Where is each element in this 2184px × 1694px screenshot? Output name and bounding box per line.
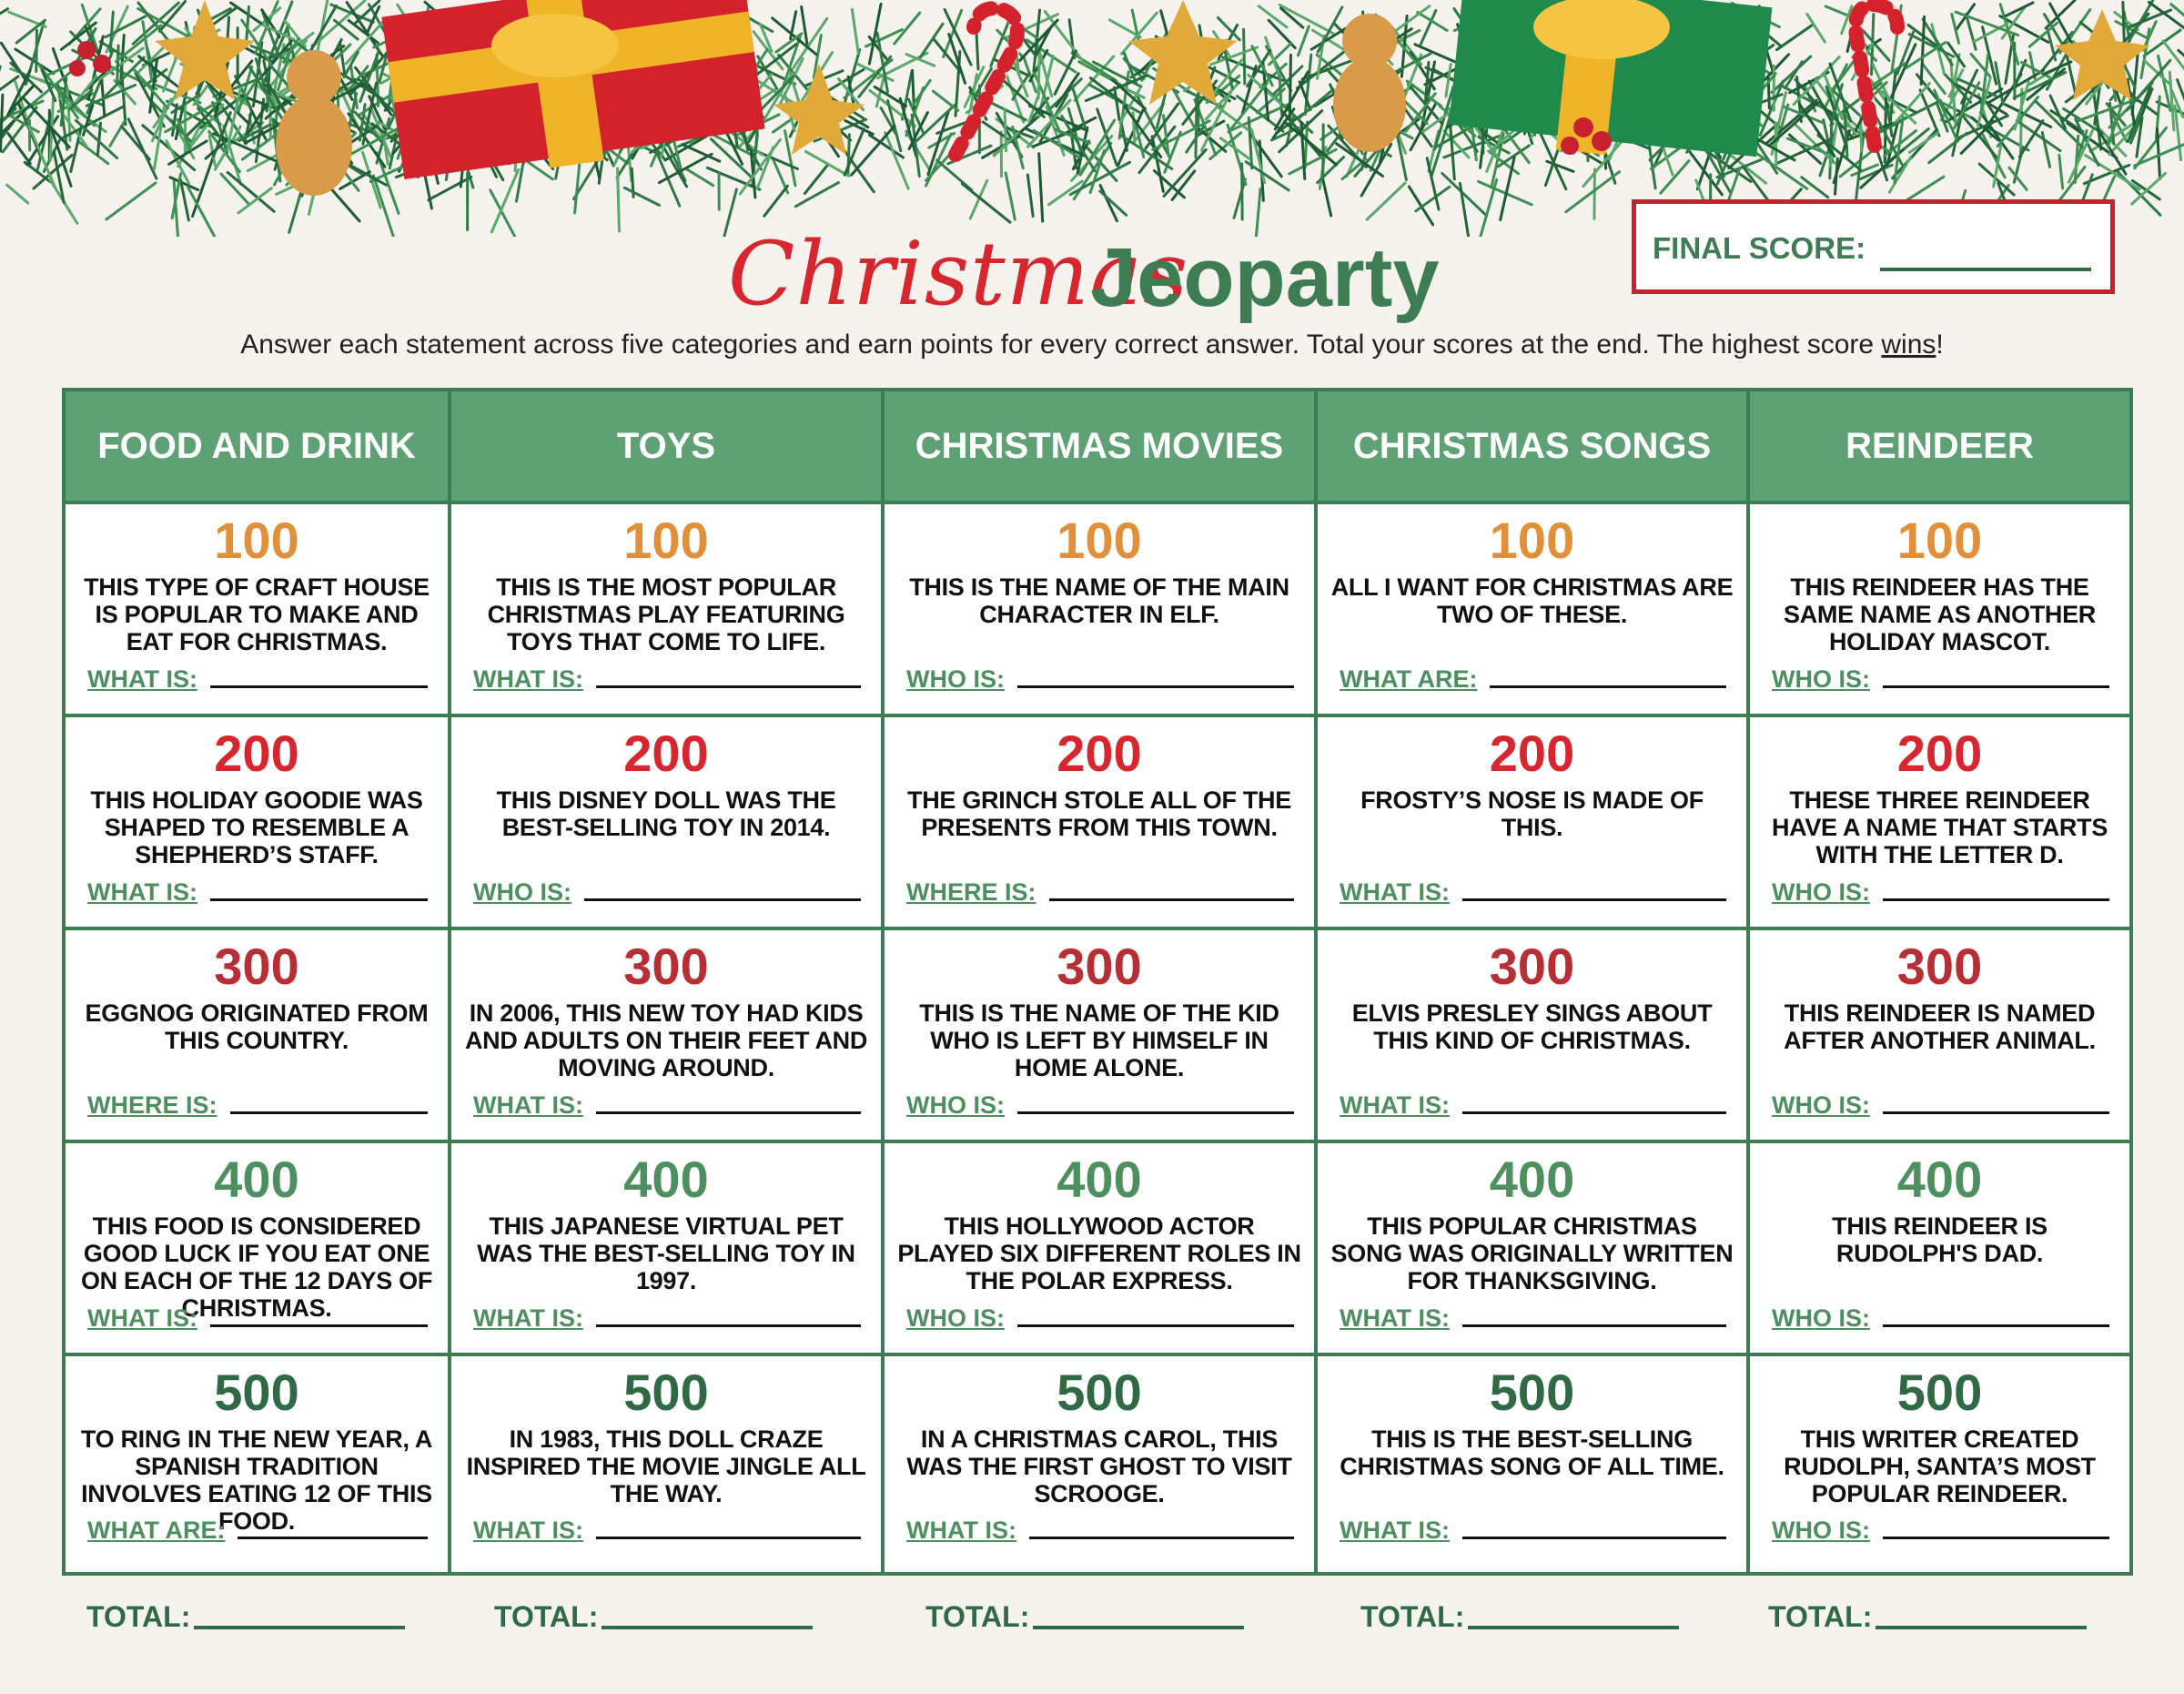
column-christmas-movies [881, 391, 1314, 1572]
answer-row [906, 665, 1294, 694]
question-cell [1318, 1356, 1746, 1565]
final-score-label: FINAL SCORE: [1653, 231, 1866, 265]
question-cell [1318, 1143, 1746, 1356]
answer-row [87, 1091, 428, 1120]
answer-row [906, 1091, 1294, 1120]
question-text: THESE THREE REINDEER HAVE A NAME THAT STARTS WITH THE LETTER D. [1771, 786, 2108, 868]
answer-blank[interactable] [584, 898, 861, 901]
jeopardy-board [62, 388, 2133, 1576]
total-christmas-songs [1360, 1600, 1679, 1634]
answer-blank[interactable] [210, 898, 428, 901]
answer-row [1772, 1304, 2109, 1333]
answer-blank[interactable] [1017, 1111, 1294, 1114]
answer-row [1340, 665, 1726, 694]
point-value: 400 [1896, 1151, 1983, 1208]
answer-prefix: WHO IS: [906, 665, 1005, 693]
answer-blank[interactable] [238, 1537, 428, 1539]
answer-blank[interactable] [1017, 1324, 1294, 1327]
answer-prefix: WHO IS: [906, 1304, 1005, 1332]
answer-prefix: WHAT IS: [87, 1304, 197, 1332]
answer-blank[interactable] [1029, 1537, 1294, 1539]
answer-blank[interactable] [596, 1111, 861, 1114]
question-text: THIS REINDEER IS RUDOLPH'S DAD. [1832, 1212, 2048, 1267]
question-text: THIS WRITER CREATED RUDOLPH, SANTA’S MOST POPULAR REINDEER. [1784, 1425, 2096, 1507]
answer-prefix: WHAT IS: [473, 1304, 583, 1332]
answer-blank[interactable] [1883, 898, 2109, 901]
total-toys [494, 1600, 813, 1634]
question-text: ALL I WANT FOR CHRISTMAS ARE TWO OF THESE. [1330, 573, 1734, 628]
question-text: THIS IS THE NAME OF THE MAIN CHARACTER IN ELF. [909, 573, 1289, 628]
question-cell [1750, 1143, 2129, 1356]
question-cell [66, 1356, 448, 1565]
question-cell [66, 930, 448, 1143]
answer-row [87, 1304, 428, 1333]
answer-row [87, 878, 428, 907]
answer-prefix: WHO IS: [1772, 1516, 1870, 1544]
total-christmas-movies [925, 1600, 1244, 1634]
answer-row [87, 665, 428, 694]
question-cell [1750, 930, 2129, 1143]
question-cell [885, 504, 1314, 717]
answer-prefix: WHAT IS: [1340, 1304, 1450, 1332]
answer-prefix: WHO IS: [906, 1091, 1005, 1119]
answer-prefix: WHO IS: [1772, 665, 1870, 693]
point-value: 500 [1057, 1364, 1142, 1421]
answer-row [473, 1091, 861, 1120]
question-cell [451, 717, 881, 930]
column-food-and-drink [66, 391, 448, 1572]
question-text: THIS REINDEER HAS THE SAME NAME AS ANOTHER HOLIDAY MASCOT. [1783, 573, 2096, 655]
category-header: CHRISTMAS SONGS [1318, 391, 1746, 504]
question-text: IN 2006, THIS NEW TOY HAD KIDS AND ADULTS ON THEIR FEET AND MOVING AROUND. [464, 999, 868, 1081]
category-header: TOYS [451, 391, 881, 504]
instructions-end: ! [1936, 330, 1944, 360]
instructions [0, 330, 2184, 360]
answer-row [473, 878, 861, 907]
total-food-and-drink [86, 1600, 405, 1634]
answer-row [1772, 1516, 2109, 1545]
answer-row [906, 1304, 1294, 1333]
answer-prefix: WHAT IS: [473, 1516, 583, 1544]
point-value: 300 [623, 938, 709, 995]
total-blank[interactable] [194, 1626, 405, 1629]
question-cell [451, 504, 881, 717]
total-blank[interactable] [1468, 1626, 1679, 1629]
answer-blank[interactable] [230, 1111, 428, 1114]
point-value: 400 [623, 1151, 709, 1208]
point-value: 500 [1489, 1364, 1575, 1421]
answer-prefix: WHAT ARE: [1340, 665, 1478, 693]
question-text: THIS IS THE MOST POPULAR CHRISTMAS PLAY FEATURING TOYS THAT COME TO LIFE. [487, 573, 845, 655]
point-value: 400 [214, 1151, 299, 1208]
answer-prefix: WHAT IS: [1340, 1516, 1450, 1544]
title-script: Christmas [728, 223, 1189, 325]
answer-prefix: WHAT IS: [473, 665, 583, 693]
category-header: CHRISTMAS MOVIES [885, 391, 1314, 504]
red-gift-icon [381, 0, 764, 179]
point-value: 200 [1489, 725, 1575, 782]
question-text: TO RING IN THE NEW YEAR, A SPANISH TRADITION INVOLVES EATING 12 OF THIS FOOD. [80, 1425, 433, 1535]
point-value: 300 [1489, 938, 1575, 995]
point-value: 100 [214, 512, 299, 569]
total-label: TOTAL: [1768, 1600, 1873, 1633]
final-score-box [1632, 199, 2115, 294]
point-value: 500 [214, 1364, 299, 1421]
question-text: THIS DISNEY DOLL WAS THE BEST-SELLING TOY IN 2014. [496, 786, 836, 841]
answer-prefix: WHAT IS: [473, 1091, 583, 1119]
question-cell [66, 504, 448, 717]
total-blank[interactable] [1033, 1626, 1244, 1629]
instructions-underlined: wins [1881, 330, 1936, 360]
total-blank[interactable] [1876, 1626, 2087, 1629]
answer-blank[interactable] [596, 1324, 861, 1327]
question-cell [1318, 717, 1746, 930]
question-text: THIS IS THE NAME OF THE KID WHO IS LEFT BY HIMSELF IN HOME ALONE. [919, 999, 1279, 1081]
answer-blank[interactable] [1883, 1324, 2109, 1327]
instructions-text: Answer each statement across five categories and earn points for every correct answer. Total your scores at the end. The highest score [240, 330, 1882, 360]
question-cell [885, 717, 1314, 930]
point-value: 200 [214, 725, 299, 782]
question-text: EGGNOG ORIGINATED FROM THIS COUNTRY. [85, 999, 429, 1054]
question-text: THIS TYPE OF CRAFT HOUSE IS POPULAR TO MAKE AND EAT FOR CHRISTMAS. [84, 573, 430, 655]
answer-row [906, 1516, 1294, 1545]
point-value: 100 [1489, 512, 1575, 569]
answer-prefix: WHAT IS: [1340, 1091, 1450, 1119]
question-cell [1318, 504, 1746, 717]
column-christmas-songs [1314, 391, 1746, 1572]
total-label: TOTAL: [925, 1600, 1030, 1633]
question-cell [451, 1143, 881, 1356]
answer-blank[interactable] [1462, 1111, 1726, 1114]
point-value: 300 [214, 938, 299, 995]
question-cell [66, 1143, 448, 1356]
answer-blank[interactable] [1462, 1324, 1726, 1327]
question-cell [1318, 930, 1746, 1143]
total-label: TOTAL: [494, 1600, 599, 1633]
point-value: 200 [1057, 725, 1142, 782]
question-text: ELVIS PRESLEY SINGS ABOUT THIS KIND OF CHRISTMAS. [1351, 999, 1713, 1054]
question-text: FROSTY’S NOSE IS MADE OF THIS. [1360, 786, 1704, 841]
question-cell [1750, 717, 2129, 930]
answer-row [1340, 1304, 1726, 1333]
total-blank[interactable] [602, 1626, 813, 1629]
answer-row [906, 878, 1294, 907]
answer-row [1772, 878, 2109, 907]
total-reindeer [1768, 1600, 2087, 1634]
category-header: FOOD AND DRINK [66, 391, 448, 504]
point-value: 100 [623, 512, 709, 569]
answer-blank[interactable] [1462, 898, 1726, 901]
point-value: 100 [1057, 512, 1142, 569]
answer-blank[interactable] [1490, 685, 1726, 688]
answer-prefix: WHAT IS: [1340, 878, 1450, 906]
column-reindeer [1746, 391, 2129, 1572]
answer-blank[interactable] [210, 1324, 428, 1327]
answer-blank[interactable] [596, 1537, 861, 1539]
answer-prefix: WHERE IS: [906, 878, 1036, 906]
question-cell [885, 930, 1314, 1143]
question-text: THIS JAPANESE VIRTUAL PET WAS THE BEST-SELLING TOY IN 1997. [477, 1212, 855, 1294]
final-score-blank[interactable] [1880, 268, 2091, 271]
question-cell [66, 717, 448, 930]
point-value: 200 [1896, 725, 1983, 782]
point-value: 400 [1489, 1151, 1575, 1208]
question-text: THIS FOOD IS CONSIDERED GOOD LUCK IF YOU EAT ONE ON EACH OF THE 12 DAYS OF CHRISTMAS. [80, 1212, 433, 1322]
question-text: THIS REINDEER IS NAMED AFTER ANOTHER ANIMAL. [1784, 999, 2096, 1054]
page-title: Jeoparty [1090, 231, 1440, 324]
answer-prefix: WHAT IS: [906, 1516, 1016, 1544]
point-value: 100 [1896, 512, 1983, 569]
column-toys [448, 391, 881, 1572]
answer-prefix: WHO IS: [1772, 1091, 1870, 1119]
answer-row [1340, 1516, 1726, 1545]
category-header: REINDEER [1750, 391, 2129, 504]
total-label: TOTAL: [1360, 1600, 1465, 1633]
question-text: IN A CHRISTMAS CAROL, THIS WAS THE FIRST GHOST TO VISIT SCROOGE. [906, 1425, 1292, 1507]
question-text: THIS HOLIDAY GOODIE WAS SHAPED TO RESEMBLE A SHEPHERD’S STAFF. [90, 786, 423, 868]
answer-row [1772, 665, 2109, 694]
point-value: 500 [1896, 1364, 1983, 1421]
question-text: THIS IS THE BEST-SELLING CHRISTMAS SONG OF ALL TIME. [1340, 1425, 1724, 1480]
answer-row [1340, 878, 1726, 907]
answer-blank[interactable] [1462, 1537, 1726, 1539]
answer-prefix: WHAT IS: [87, 665, 197, 693]
total-label: TOTAL: [86, 1600, 191, 1633]
answer-prefix: WHO IS: [1772, 878, 1870, 906]
point-value: 400 [1057, 1151, 1142, 1208]
answer-prefix: WHO IS: [1772, 1304, 1870, 1332]
answer-prefix: WHERE IS: [87, 1091, 217, 1119]
answer-blank[interactable] [210, 685, 428, 688]
answer-blank[interactable] [596, 685, 861, 688]
question-text: IN 1983, THIS DOLL CRAZE INSPIRED THE MOVIE JINGLE ALL THE WAY. [466, 1425, 866, 1507]
point-value: 300 [1057, 938, 1142, 995]
question-text: THIS HOLLYWOOD ACTOR PLAYED SIX DIFFERENT ROLES IN THE POLAR EXPRESS. [897, 1212, 1301, 1294]
answer-row [473, 665, 861, 694]
green-gift-icon [1449, 0, 1772, 157]
question-cell [885, 1143, 1314, 1356]
answer-row [1772, 1091, 2109, 1120]
answer-blank[interactable] [1017, 685, 1294, 688]
answer-prefix: WHAT ARE: [87, 1516, 226, 1544]
question-text: THIS POPULAR CHRISTMAS SONG WAS ORIGINALLY WRITTEN FOR THANKSGIVING. [1330, 1212, 1734, 1294]
answer-prefix: WHAT IS: [87, 878, 197, 906]
answer-prefix: WHO IS: [473, 878, 571, 906]
answer-blank[interactable] [1049, 898, 1294, 901]
point-value: 300 [1896, 938, 1983, 995]
answer-row [473, 1516, 861, 1545]
question-cell [451, 930, 881, 1143]
answer-row [473, 1304, 861, 1333]
point-value: 500 [623, 1364, 709, 1421]
answer-blank[interactable] [1883, 1537, 2109, 1539]
question-cell [1750, 1356, 2129, 1565]
question-cell [885, 1356, 1314, 1565]
answer-row [1340, 1091, 1726, 1120]
answer-row [87, 1516, 428, 1545]
question-text: THE GRINCH STOLE ALL OF THE PRESENTS FROM THIS TOWN. [907, 786, 1291, 841]
question-cell [1750, 504, 2129, 717]
question-cell [451, 1356, 881, 1565]
answer-blank[interactable] [1883, 1111, 2109, 1114]
point-value: 200 [623, 725, 709, 782]
answer-blank[interactable] [1883, 685, 2109, 688]
